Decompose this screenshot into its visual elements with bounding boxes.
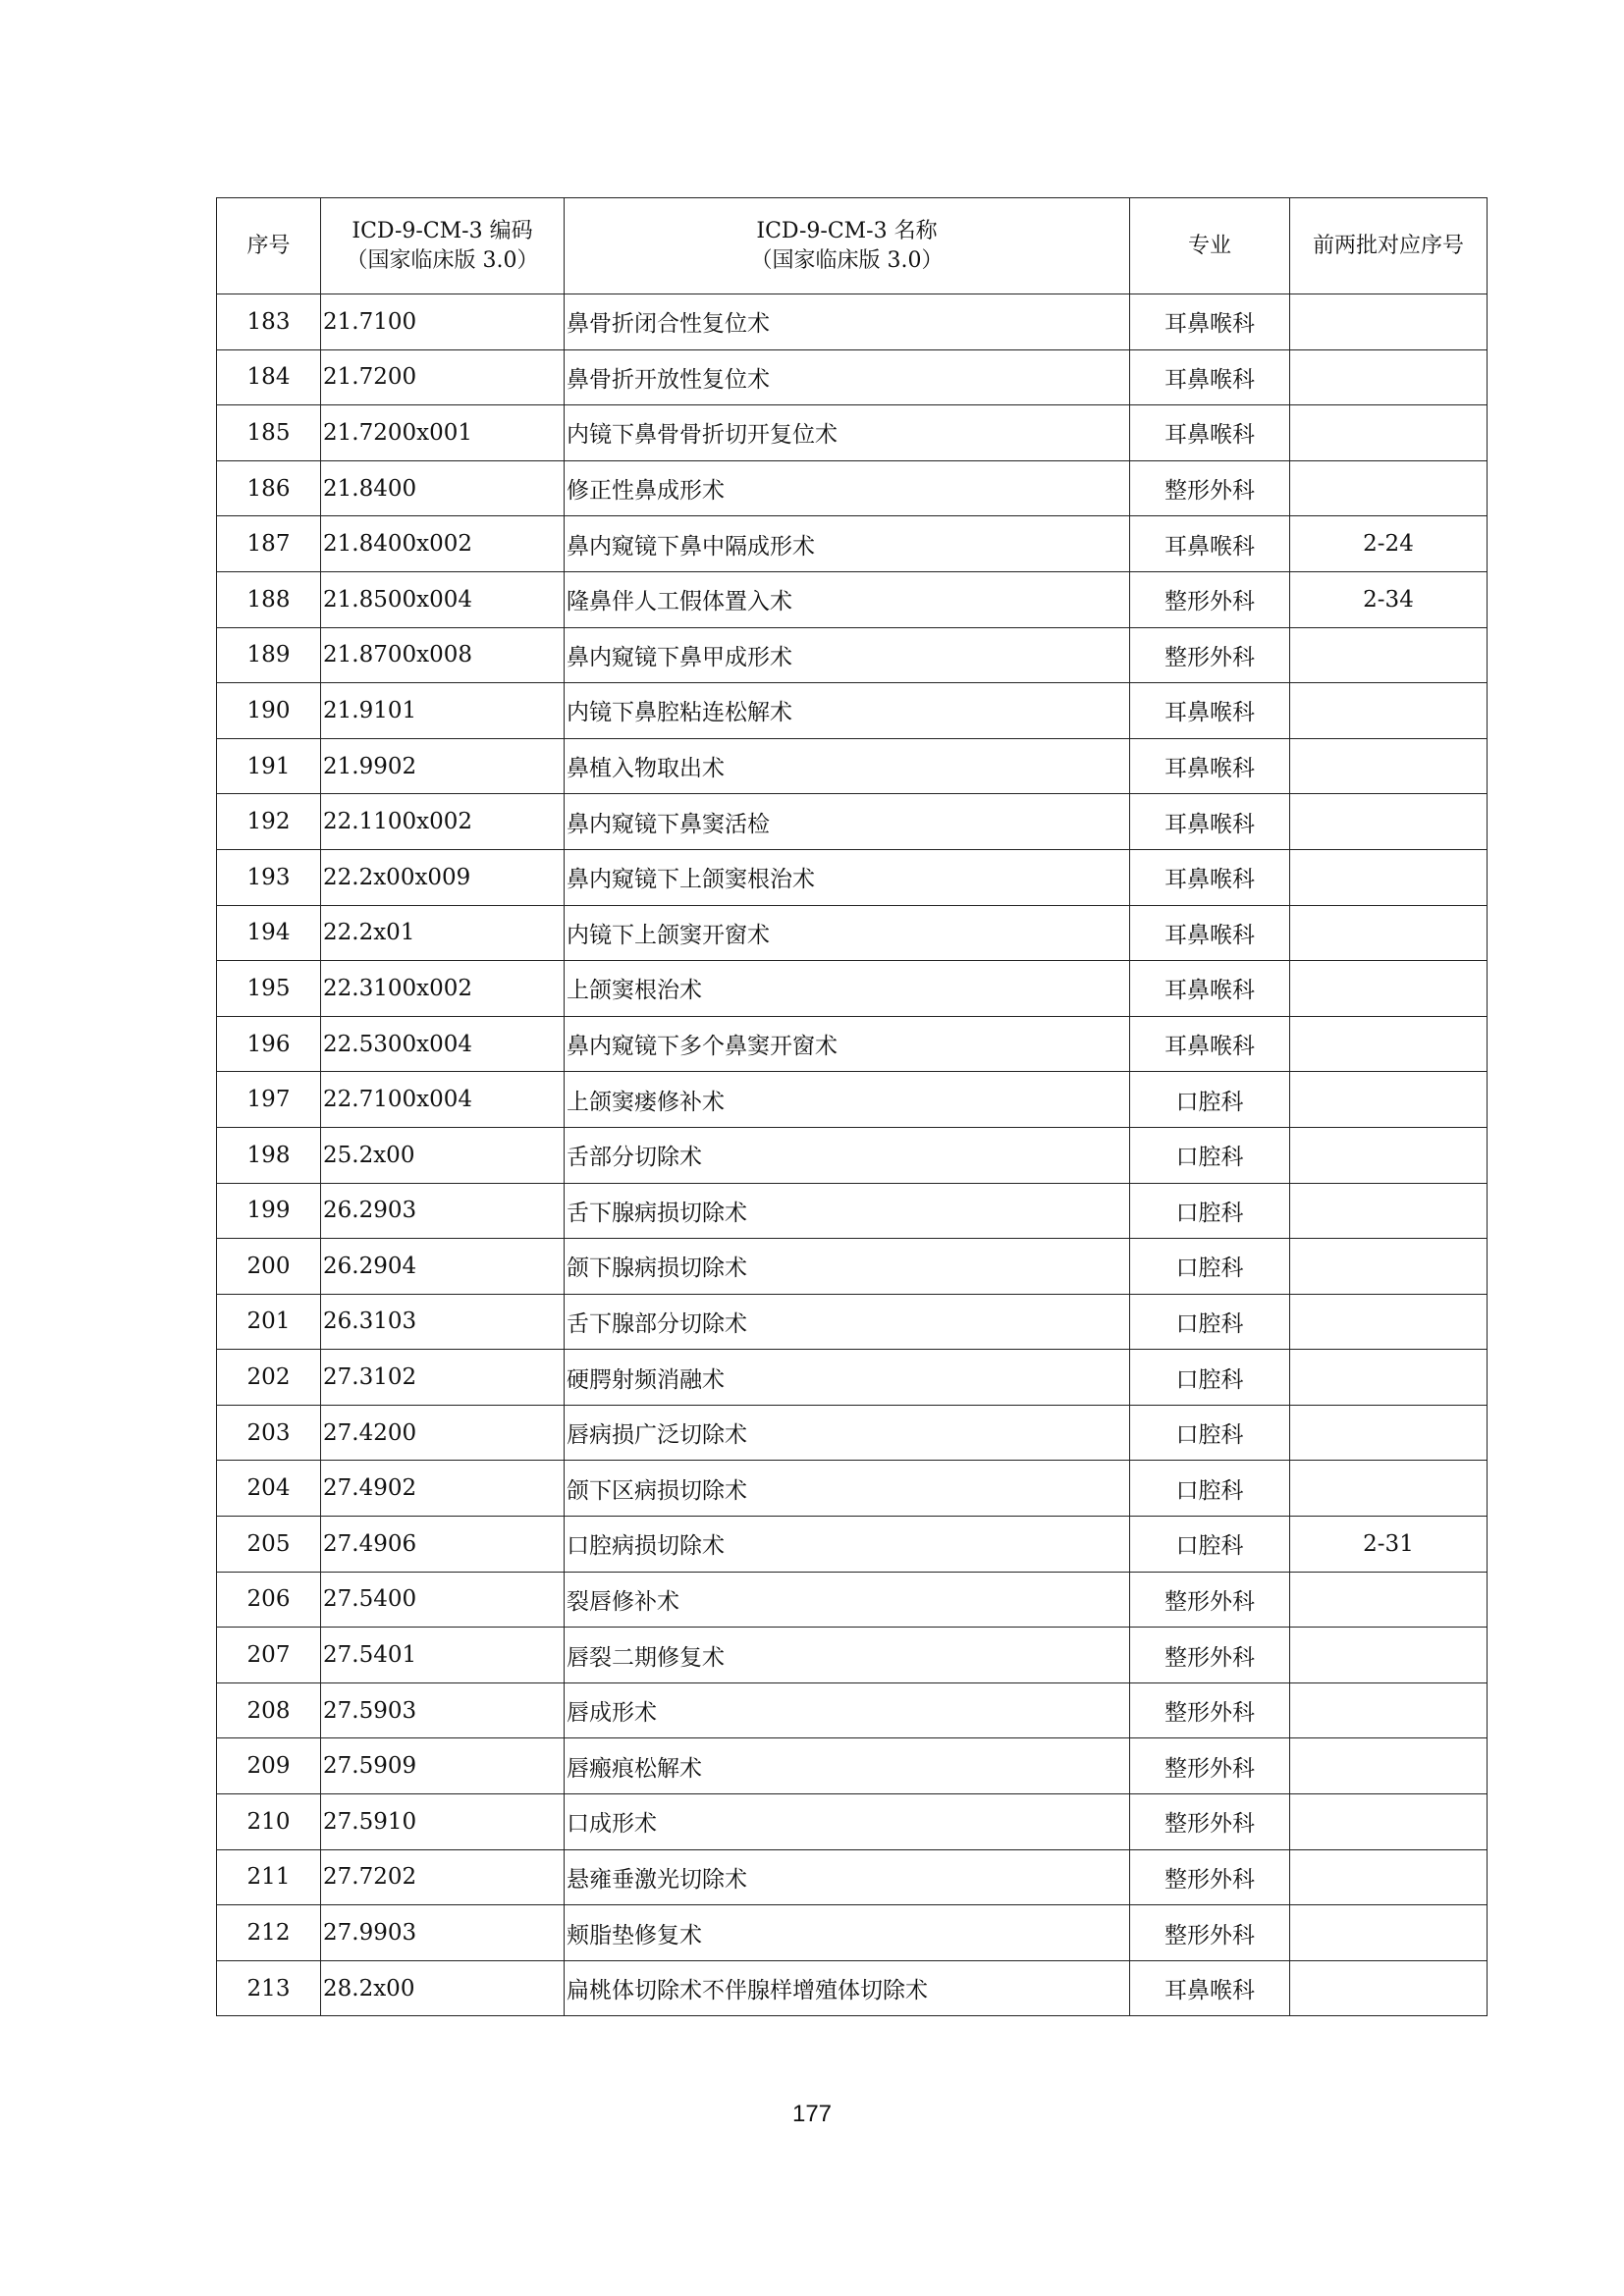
cell-name: 鼻骨折闭合性复位术 xyxy=(565,294,1130,350)
cell-code: 27.5903 xyxy=(321,1682,565,1738)
cell-code: 27.4200 xyxy=(321,1405,565,1461)
table-row xyxy=(217,794,1488,850)
cell-prev xyxy=(1290,683,1488,739)
cell-no: 205 xyxy=(217,1517,321,1573)
cell-code: 26.3103 xyxy=(321,1294,565,1350)
cell-name: 口腔病损切除术 xyxy=(565,1517,1130,1573)
cell-no: 207 xyxy=(217,1628,321,1683)
cell-code: 27.4906 xyxy=(321,1517,565,1573)
cell-name: 内镜下鼻骨骨折切开复位术 xyxy=(565,405,1130,461)
cell-name: 隆鼻伴人工假体置入术 xyxy=(565,571,1130,627)
cell-name: 鼻内窥镜下鼻中隔成形术 xyxy=(565,516,1130,572)
cell-dept: 口腔科 xyxy=(1130,1294,1290,1350)
table-row xyxy=(217,405,1488,461)
cell-prev xyxy=(1290,294,1488,350)
cell-name: 舌下腺部分切除术 xyxy=(565,1294,1130,1350)
cell-prev xyxy=(1290,1794,1488,1850)
cell-name: 鼻内窥镜下多个鼻窦开窗术 xyxy=(565,1016,1130,1072)
cell-dept: 耳鼻喉科 xyxy=(1130,294,1290,350)
cell-name: 内镜下鼻腔粘连松解术 xyxy=(565,683,1130,739)
cell-prev xyxy=(1290,905,1488,961)
cell-no: 204 xyxy=(217,1461,321,1517)
cell-name: 上颌窦瘘修补术 xyxy=(565,1072,1130,1128)
cell-dept: 口腔科 xyxy=(1130,1517,1290,1573)
cell-code: 27.5909 xyxy=(321,1738,565,1794)
cell-dept: 耳鼻喉科 xyxy=(1130,349,1290,405)
cell-code: 21.8400x002 xyxy=(321,516,565,572)
cell-dept: 耳鼻喉科 xyxy=(1130,794,1290,850)
cell-code: 21.9902 xyxy=(321,738,565,794)
cell-no: 201 xyxy=(217,1294,321,1350)
cell-code: 21.7200 xyxy=(321,349,565,405)
cell-prev xyxy=(1290,460,1488,516)
cell-code: 27.3102 xyxy=(321,1350,565,1406)
cell-name: 唇瘢痕松解术 xyxy=(565,1738,1130,1794)
cell-code: 27.5400 xyxy=(321,1572,565,1628)
cell-code: 21.8500x004 xyxy=(321,571,565,627)
cell-no: 189 xyxy=(217,627,321,683)
cell-prev xyxy=(1290,1405,1488,1461)
cell-dept: 整形外科 xyxy=(1130,1572,1290,1628)
cell-dept: 整形外科 xyxy=(1130,571,1290,627)
cell-name: 鼻内窥镜下鼻窦活检 xyxy=(565,794,1130,850)
table-body xyxy=(217,294,1488,2016)
cell-prev xyxy=(1290,1572,1488,1628)
cell-code: 27.7202 xyxy=(321,1849,565,1905)
table-row xyxy=(217,1016,1488,1072)
cell-dept: 整形外科 xyxy=(1130,460,1290,516)
cell-name: 鼻植入物取出术 xyxy=(565,738,1130,794)
cell-no: 191 xyxy=(217,738,321,794)
header-name-line2: （国家临床版 3.0） xyxy=(750,247,944,273)
cell-code: 22.1100x002 xyxy=(321,794,565,850)
cell-name: 鼻骨折开放性复位术 xyxy=(565,349,1130,405)
cell-name: 修正性鼻成形术 xyxy=(565,460,1130,516)
cell-name: 硬腭射频消融术 xyxy=(565,1350,1130,1406)
table-row xyxy=(217,1682,1488,1738)
cell-no: 185 xyxy=(217,405,321,461)
cell-code: 21.8700x008 xyxy=(321,627,565,683)
table-row xyxy=(217,1183,1488,1239)
table-row xyxy=(217,1239,1488,1295)
cell-dept: 耳鼻喉科 xyxy=(1130,738,1290,794)
table-row xyxy=(217,738,1488,794)
procedure-table xyxy=(216,197,1488,2016)
table-row xyxy=(217,1350,1488,1406)
header-name-line1: ICD-9-CM-3 名称 xyxy=(756,218,938,243)
cell-name: 颌下区病损切除术 xyxy=(565,1461,1130,1517)
header-no: 序号 xyxy=(217,198,321,294)
table-row xyxy=(217,516,1488,572)
cell-no: 184 xyxy=(217,349,321,405)
cell-no: 187 xyxy=(217,516,321,572)
cell-dept: 耳鼻喉科 xyxy=(1130,905,1290,961)
cell-name: 扁桃体切除术不伴腺样增殖体切除术 xyxy=(565,1960,1130,2016)
table-header xyxy=(217,198,1488,294)
cell-code: 21.8400 xyxy=(321,460,565,516)
cell-dept: 耳鼻喉科 xyxy=(1130,683,1290,739)
cell-dept: 口腔科 xyxy=(1130,1350,1290,1406)
cell-prev xyxy=(1290,627,1488,683)
cell-name: 上颌窦根治术 xyxy=(565,961,1130,1017)
cell-name: 舌下腺病损切除术 xyxy=(565,1183,1130,1239)
cell-dept: 口腔科 xyxy=(1130,1183,1290,1239)
cell-dept: 耳鼻喉科 xyxy=(1130,961,1290,1017)
table-row xyxy=(217,1628,1488,1683)
table-row xyxy=(217,349,1488,405)
cell-no: 213 xyxy=(217,1960,321,2016)
cell-prev xyxy=(1290,1294,1488,1350)
cell-dept: 耳鼻喉科 xyxy=(1130,405,1290,461)
cell-dept: 整形外科 xyxy=(1130,1905,1290,1961)
cell-prev xyxy=(1290,849,1488,905)
cell-no: 192 xyxy=(217,794,321,850)
cell-no: 200 xyxy=(217,1239,321,1295)
cell-code: 21.9101 xyxy=(321,683,565,739)
cell-no: 198 xyxy=(217,1127,321,1183)
table-row xyxy=(217,460,1488,516)
cell-code: 27.4902 xyxy=(321,1461,565,1517)
table-row xyxy=(217,1405,1488,1461)
cell-prev: 2-34 xyxy=(1290,571,1488,627)
cell-code: 26.2903 xyxy=(321,1183,565,1239)
cell-prev xyxy=(1290,1350,1488,1406)
cell-no: 193 xyxy=(217,849,321,905)
cell-prev xyxy=(1290,1849,1488,1905)
cell-prev xyxy=(1290,738,1488,794)
cell-name: 口成形术 xyxy=(565,1794,1130,1850)
table-row xyxy=(217,1127,1488,1183)
cell-no: 183 xyxy=(217,294,321,350)
cell-prev xyxy=(1290,1183,1488,1239)
cell-no: 210 xyxy=(217,1794,321,1850)
cell-code: 22.7100x004 xyxy=(321,1072,565,1128)
cell-prev xyxy=(1290,349,1488,405)
cell-no: 190 xyxy=(217,683,321,739)
table-row xyxy=(217,849,1488,905)
cell-no: 209 xyxy=(217,1738,321,1794)
cell-prev xyxy=(1290,405,1488,461)
cell-name: 鼻内窥镜下鼻甲成形术 xyxy=(565,627,1130,683)
cell-dept: 整形外科 xyxy=(1130,1849,1290,1905)
cell-name: 颊脂垫修复术 xyxy=(565,1905,1130,1961)
cell-no: 194 xyxy=(217,905,321,961)
table-row xyxy=(217,571,1488,627)
cell-prev xyxy=(1290,1239,1488,1295)
cell-prev xyxy=(1290,1960,1488,2016)
cell-no: 196 xyxy=(217,1016,321,1072)
table-row xyxy=(217,627,1488,683)
cell-no: 199 xyxy=(217,1183,321,1239)
cell-dept: 整形外科 xyxy=(1130,627,1290,683)
header-code-line2: （国家临床版 3.0） xyxy=(346,247,539,273)
cell-prev xyxy=(1290,961,1488,1017)
cell-prev xyxy=(1290,1628,1488,1683)
cell-code: 26.2904 xyxy=(321,1239,565,1295)
cell-dept: 口腔科 xyxy=(1130,1461,1290,1517)
table-row xyxy=(217,905,1488,961)
table-row xyxy=(217,1905,1488,1961)
cell-no: 195 xyxy=(217,961,321,1017)
cell-no: 206 xyxy=(217,1572,321,1628)
cell-code: 21.7100 xyxy=(321,294,565,350)
cell-dept: 口腔科 xyxy=(1130,1127,1290,1183)
cell-prev xyxy=(1290,1461,1488,1517)
cell-code: 22.2x01 xyxy=(321,905,565,961)
table-row xyxy=(217,294,1488,350)
cell-prev xyxy=(1290,794,1488,850)
cell-name: 内镜下上颌窦开窗术 xyxy=(565,905,1130,961)
cell-prev xyxy=(1290,1738,1488,1794)
header-code-line1: ICD-9-CM-3 编码 xyxy=(352,218,533,243)
cell-code: 25.2x00 xyxy=(321,1127,565,1183)
cell-no: 211 xyxy=(217,1849,321,1905)
header-code xyxy=(321,198,565,294)
header-name xyxy=(565,198,1130,294)
page-number: 177 xyxy=(791,2101,833,2127)
cell-prev: 2-24 xyxy=(1290,516,1488,572)
cell-code: 21.7200x001 xyxy=(321,405,565,461)
cell-no: 197 xyxy=(217,1072,321,1128)
cell-no: 186 xyxy=(217,460,321,516)
cell-dept: 耳鼻喉科 xyxy=(1130,849,1290,905)
table-row xyxy=(217,683,1488,739)
cell-code: 27.5401 xyxy=(321,1628,565,1683)
cell-name: 唇病损广泛切除术 xyxy=(565,1405,1130,1461)
cell-dept: 口腔科 xyxy=(1130,1239,1290,1295)
cell-prev xyxy=(1290,1016,1488,1072)
table-row xyxy=(217,1849,1488,1905)
cell-no: 203 xyxy=(217,1405,321,1461)
cell-prev xyxy=(1290,1072,1488,1128)
table-row xyxy=(217,1517,1488,1573)
header-prev: 前两批对应序号 xyxy=(1290,198,1488,294)
cell-no: 208 xyxy=(217,1682,321,1738)
table-row xyxy=(217,1294,1488,1350)
cell-name: 悬雍垂激光切除术 xyxy=(565,1849,1130,1905)
cell-code: 27.5910 xyxy=(321,1794,565,1850)
table-row xyxy=(217,1072,1488,1128)
cell-name: 裂唇修补术 xyxy=(565,1572,1130,1628)
table-row xyxy=(217,1794,1488,1850)
cell-no: 188 xyxy=(217,571,321,627)
cell-name: 舌部分切除术 xyxy=(565,1127,1130,1183)
header-row xyxy=(217,198,1488,294)
cell-prev xyxy=(1290,1905,1488,1961)
table-row xyxy=(217,1461,1488,1517)
table-row xyxy=(217,1572,1488,1628)
cell-dept: 耳鼻喉科 xyxy=(1130,516,1290,572)
cell-dept: 整形外科 xyxy=(1130,1738,1290,1794)
cell-no: 202 xyxy=(217,1350,321,1406)
cell-name: 唇成形术 xyxy=(565,1682,1130,1738)
cell-code: 22.3100x002 xyxy=(321,961,565,1017)
cell-name: 颌下腺病损切除术 xyxy=(565,1239,1130,1295)
cell-no: 212 xyxy=(217,1905,321,1961)
cell-dept: 整形外科 xyxy=(1130,1794,1290,1850)
cell-dept: 口腔科 xyxy=(1130,1405,1290,1461)
cell-dept: 整形外科 xyxy=(1130,1628,1290,1683)
cell-dept: 耳鼻喉科 xyxy=(1130,1960,1290,2016)
cell-code: 28.2x00 xyxy=(321,1960,565,2016)
cell-prev: 2-31 xyxy=(1290,1517,1488,1573)
cell-prev xyxy=(1290,1127,1488,1183)
cell-code: 22.5300x004 xyxy=(321,1016,565,1072)
cell-code: 27.9903 xyxy=(321,1905,565,1961)
cell-dept: 口腔科 xyxy=(1130,1072,1290,1128)
cell-dept: 耳鼻喉科 xyxy=(1130,1016,1290,1072)
header-dept: 专业 xyxy=(1130,198,1290,294)
table-row xyxy=(217,1738,1488,1794)
cell-code: 22.2x00x009 xyxy=(321,849,565,905)
cell-dept: 整形外科 xyxy=(1130,1682,1290,1738)
table-row xyxy=(217,961,1488,1017)
cell-name: 唇裂二期修复术 xyxy=(565,1628,1130,1683)
table-row xyxy=(217,1960,1488,2016)
cell-name: 鼻内窥镜下上颌窦根治术 xyxy=(565,849,1130,905)
cell-prev xyxy=(1290,1682,1488,1738)
